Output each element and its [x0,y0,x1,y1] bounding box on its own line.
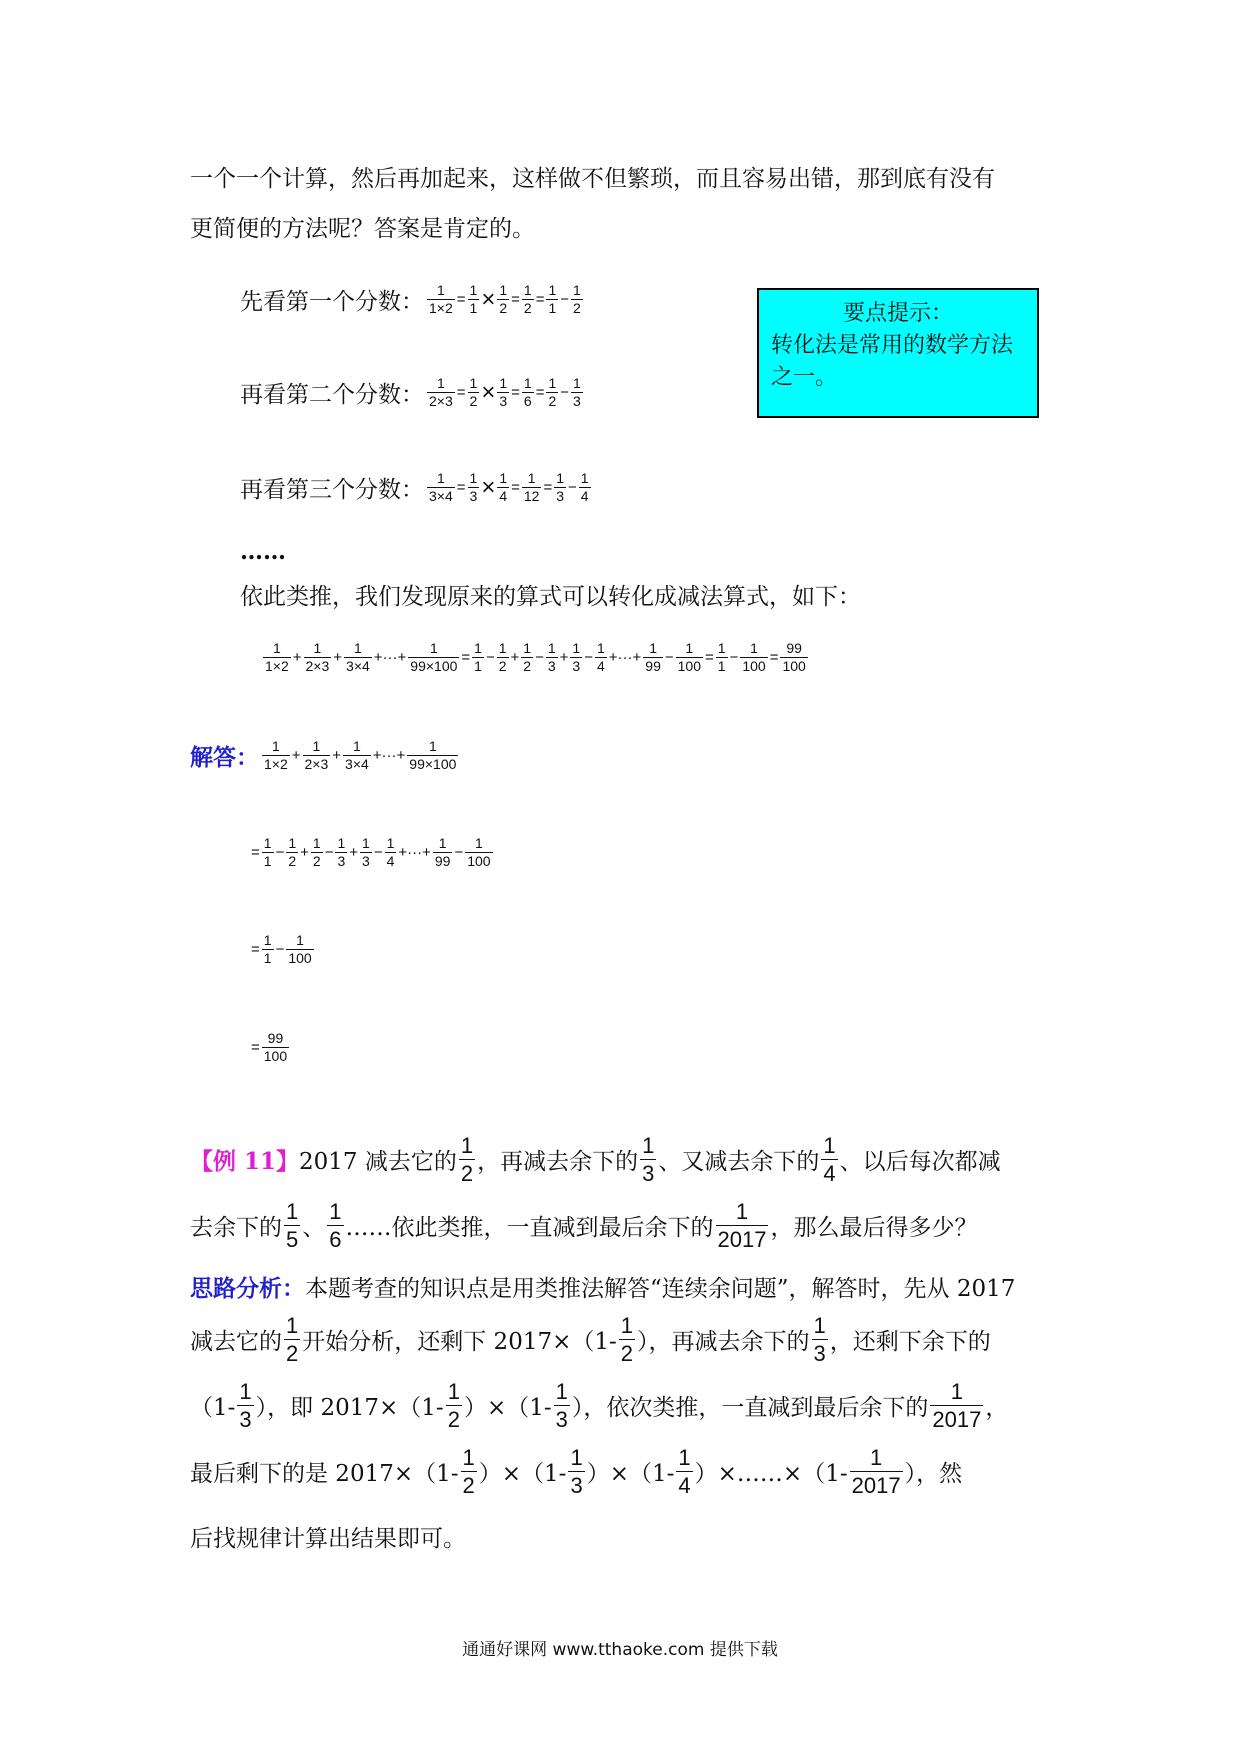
solution-line-1: 解答： $\frac{1}{1\times 2}$ + $\frac{1}{2\times 3}$ + $\frac{1}{3\times 4}$ +···+ $\frac{1}{99\times 100}$ [190,738,457,772]
analysis-text: ）×（1- [463,1395,552,1421]
example-text: 、以后每次都减 [839,1149,1001,1175]
example-text: 去余下的 [190,1215,282,1241]
solution-label: 解答： [190,745,259,771]
step-third-fraction: 再看第三个分数： $\frac{1}{3\times 4}$ = $\frac{1}{3}$ × $\frac{1}{4}$ = $\frac{1}{12}$ = $\frac{1}{3}$ − $\frac{1}{4}$ [240,470,589,504]
analysis-line-2: 减去它的 $\frac{1}{2}$ 开始分析，还剩下 2017×（1- $\frac{1}{2}$ ），再减去余下的 $\frac{1}{3}$ ，还剩下余下的 [190,1313,991,1366]
analysis-line-5: 后找规律计算出结果即可。 [190,1526,466,1552]
page-footer: 通通好课网 www.tthaoke.com 提供下载 [462,1640,778,1660]
step-second-fraction: 再看第二个分数： $\frac{1}{2\times 3}$ = $\frac{1}{2}$ × $\frac{1}{3}$ = $\frac{1}{6}$ = $\frac{1}{2}$ − $\frac{1}{3}$ [240,375,581,409]
analysis-text: ，还剩下余下的 [829,1329,991,1355]
solution-line-3: = $\frac{1}{1}$ − $\frac{1}{100}$ [251,932,312,966]
analysis-text: ），依次类推，一直减到最后余下的 [571,1395,929,1421]
step-third-label: 再看第三个分数： [240,477,424,503]
example-11-line-1: 【例 11】 2017 减去它的 $\frac{1}{2}$ ，再减去余下的 $\frac{1}{3}$ 、又减去余下的 $\frac{1}{4}$ 、以后每次都减 [190,1133,1001,1186]
example-11-tag: 【例 11】 [190,1148,300,1175]
intro-line-2: 更简便的方法呢？答案是肯定的。 [190,216,535,242]
intro-line-1: 一个一个计算，然后再加起来，这样做不但繁琐，而且容易出错，那到底有没有 [190,166,995,192]
hint-title: 要点提示： [842,301,953,326]
analysis-text: 本题考查的知识点是用类推法解答“连续余问题”，解答时，先从 2017 [305,1276,1016,1302]
example-text: 2017 减去它的 [299,1149,457,1175]
analysis-text: 最后剩下的是 2017×（1- [190,1461,459,1487]
example-text: ，再减去余下的 [477,1149,639,1175]
example-text: 、又减去余下的 [658,1149,820,1175]
analysis-text: （1- [190,1395,236,1421]
example-text: ，那么最后得多少？ [770,1215,978,1241]
analysis-text: ），即 2017×（1- [255,1395,444,1421]
analysis-label: 思路分析： [190,1276,305,1302]
step-first-fraction: 先看第一个分数： $\frac{1}{1\times 2}$ = $\frac{1}{1}$ × $\frac{1}{2}$ = $\frac{1}{2}$ = $\frac{1}{1}$ − $\frac{1}{2}$ [240,282,581,316]
analysis-line-1 [190,1270,1015,1303]
analysis-text: ， [985,1395,1009,1421]
step-first-label: 先看第一个分数： [240,289,424,315]
example-11-line-2: 去余下的 $\frac{1}{5}$ 、 $\frac{1}{6}$ ……依此类推，一直减到最后余下的 $\frac{1}{2017}$ ，那么最后得多少？ [190,1199,978,1252]
analysis-text: ），再减去余下的 [637,1329,810,1355]
analysis-text: 减去它的 [190,1329,282,1355]
analysis-text: ）×……×（1- [694,1461,848,1487]
analysis-text: ），然 [904,1461,963,1487]
analysis-line-4: 最后剩下的是 2017×（1- $\frac{1}{2}$ ）×（1- $\frac{1}{3}$ ）×（1- $\frac{1}{4}$ ）×……×（1- $\frac{1}{2017}$ ），然 [190,1445,963,1498]
hint-body: 转化法是常用的数学方法之一。 [771,333,1014,390]
solution-line-4: = $\frac{99}{100}$ [251,1030,288,1064]
analysis-line-3: （1- $\frac{1}{3}$ ），即 2017×（1- $\frac{1}{2}$ ）×（1- $\frac{1}{3}$ ），依次类推，一直减到最后余下的 $\frac{1}{2017}$ ， [190,1379,1009,1432]
analysis-text: ）×（1- [586,1461,675,1487]
conclusion-text: 依此类推，我们发现原来的算式可以转化成减法算式，如下： [240,584,861,610]
ellipsis: …… [240,538,286,565]
solution-line-2: = $\frac{1}{1}$ − $\frac{1}{2}$ + $\frac{1}{2}$ − $\frac{1}{3}$ + $\frac{1}{3}$ − $\frac{1}{4}$ +···+ $\frac{1}{99}$ − $\frac{1}{100}$ [251,835,491,869]
analysis-text: ）×（1- [478,1461,567,1487]
series-transformation: $\frac{1}{1\times 2}$ + $\frac{1}{2\times 3}$ + $\frac{1}{3\times 4}$ +···+ $\frac{1}{99\times 100}$ = $\frac{1}{1}$ − $\frac{1}{2}$ + $\frac{1}{2}$ − $\frac{1}{3}$ + $\frac{1}{3}$ − $\frac{1}{4}$ +···+ $\frac{1}{99}$ − $\frac{1}{100}$ = $\frac{1}{1}$ − $\frac{1}{100}$ = $\frac{99}{100}$ [265,640,806,674]
step-second-label: 再看第二个分数： [240,382,424,408]
example-text: ……依此类推，一直减到最后余下的 [345,1215,714,1241]
hint-box [757,288,1039,418]
example-text: 、 [302,1215,326,1241]
analysis-text: 开始分析，还剩下 2017×（1- [302,1329,617,1355]
